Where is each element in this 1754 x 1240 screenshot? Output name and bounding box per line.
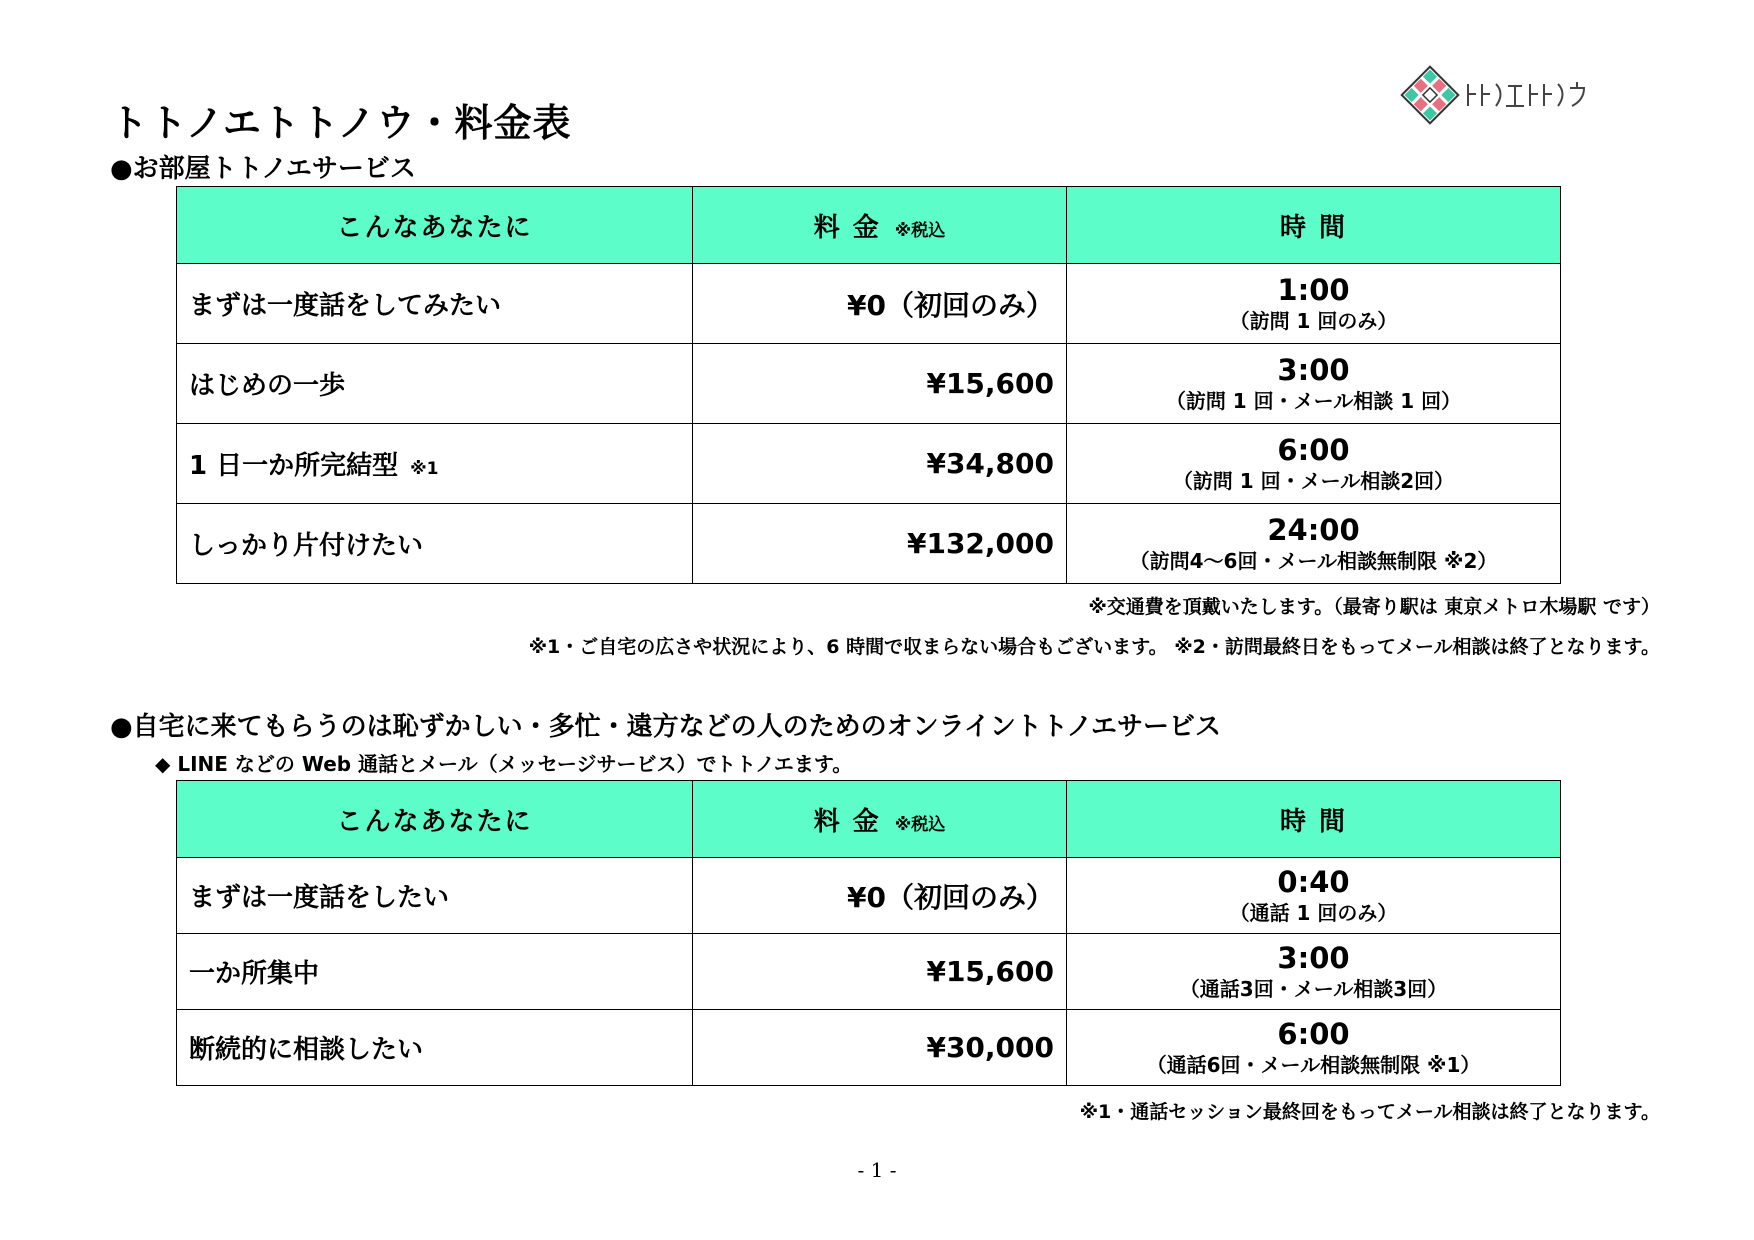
footnote-mark: ※1 <box>410 459 439 479</box>
section-heading-online-service: ●自宅に来てもらうのは恥ずかしい・多忙・遠方などの人のためのオンライントトノエサービス <box>110 712 1222 742</box>
plan-detail: （訪問4～6回・メール相談無制限 ※2） <box>1129 549 1498 574</box>
plan-price: ¥15,600 <box>693 344 1067 424</box>
header-price <box>693 187 1067 264</box>
plan-time <box>1067 1010 1561 1086</box>
plan-time <box>1067 858 1561 934</box>
footnote-online-conditions: ※1・通話セッション最終回をもってメール相談は終了となります。 <box>1079 1101 1660 1123</box>
table-row <box>177 264 1561 344</box>
plan-duration: 3:00 <box>1277 352 1350 387</box>
header-tax-note: ※税込 <box>894 814 946 835</box>
section-heading-room-service: ●お部屋トトノエサービス <box>110 154 416 184</box>
plan-detail: （訪問 1 回のみ） <box>1229 309 1398 334</box>
plan-name: 一か所集中 <box>177 934 693 1010</box>
footnote-conditions: ※1・ご自宅の広さや状況により、6 時間で収まらない場合もございます。 ※2・訪問最終日をもってメール相談は終了となります。 <box>528 636 1660 658</box>
online-service-price-table <box>176 780 1561 1086</box>
page-number: - 1 - <box>857 1158 897 1182</box>
plan-time <box>1067 264 1561 344</box>
table-row <box>177 424 1561 504</box>
page-title: トトノエトトノウ・料金表 <box>110 101 572 145</box>
plan-detail: （訪問 1 回・メール相談2回） <box>1172 469 1455 494</box>
header-price-label: 料 金 <box>813 806 881 837</box>
plan-detail: （通話 1 回のみ） <box>1229 901 1398 926</box>
plan-detail: （通話3回・メール相談3回） <box>1179 977 1448 1002</box>
diamond-pattern-logo-icon <box>1398 62 1598 132</box>
plan-time <box>1067 424 1561 504</box>
footnote-transport: ※交通費を頂戴いたします。（最寄り駅は 東京メトロ木場駅 です） <box>1088 596 1660 618</box>
table-row <box>177 504 1561 584</box>
table-row <box>177 934 1561 1010</box>
plan-duration: 6:00 <box>1277 432 1350 467</box>
room-service-price-table <box>176 186 1561 584</box>
plan-duration: 1:00 <box>1277 272 1350 307</box>
table-row <box>177 1010 1561 1086</box>
plan-name: まずは一度話をしたい <box>177 858 693 934</box>
header-price-label: 料 金 <box>813 212 881 243</box>
plan-price: ¥34,800 <box>693 424 1067 504</box>
header-need: こんなあなたに <box>177 187 693 264</box>
table-header-row <box>177 781 1561 858</box>
plan-duration: 0:40 <box>1277 864 1350 899</box>
plan-duration: 3:00 <box>1277 940 1350 975</box>
header-need: こんなあなたに <box>177 781 693 858</box>
plan-price: ¥30,000 <box>693 1010 1067 1086</box>
header-time: 時 間 <box>1067 187 1561 264</box>
plan-duration: 24:00 <box>1267 512 1360 547</box>
plan-time <box>1067 344 1561 424</box>
plan-name-cell <box>177 424 693 504</box>
plan-time <box>1067 504 1561 584</box>
logo <box>1398 62 1598 132</box>
plan-detail: （訪問 1 回・メール相談 1 回） <box>1165 389 1462 414</box>
plan-price: ¥15,600 <box>693 934 1067 1010</box>
table-row <box>177 344 1561 424</box>
plan-name: 断続的に相談したい <box>177 1010 693 1086</box>
plan-time <box>1067 934 1561 1010</box>
table-header-row <box>177 187 1561 264</box>
plan-price: ¥0（初回のみ） <box>693 264 1067 344</box>
plan-name: しっかり片付けたい <box>177 504 693 584</box>
plan-price: ¥0（初回のみ） <box>693 858 1067 934</box>
plan-price: ¥132,000 <box>693 504 1067 584</box>
plan-name: 1 日一か所完結型 <box>189 451 399 481</box>
table-row <box>177 858 1561 934</box>
plan-name: はじめの一歩 <box>177 344 693 424</box>
plan-name: まずは一度話をしてみたい <box>177 264 693 344</box>
header-time: 時 間 <box>1067 781 1561 858</box>
plan-detail: （通話6回・メール相談無制限 ※1） <box>1146 1053 1481 1078</box>
header-tax-note: ※税込 <box>894 220 946 241</box>
online-service-subnote: ◆ LINE などの Web 通話とメール（メッセージサービス）でトトノエます。 <box>155 752 853 776</box>
plan-duration: 6:00 <box>1277 1016 1350 1051</box>
header-price <box>693 781 1067 858</box>
